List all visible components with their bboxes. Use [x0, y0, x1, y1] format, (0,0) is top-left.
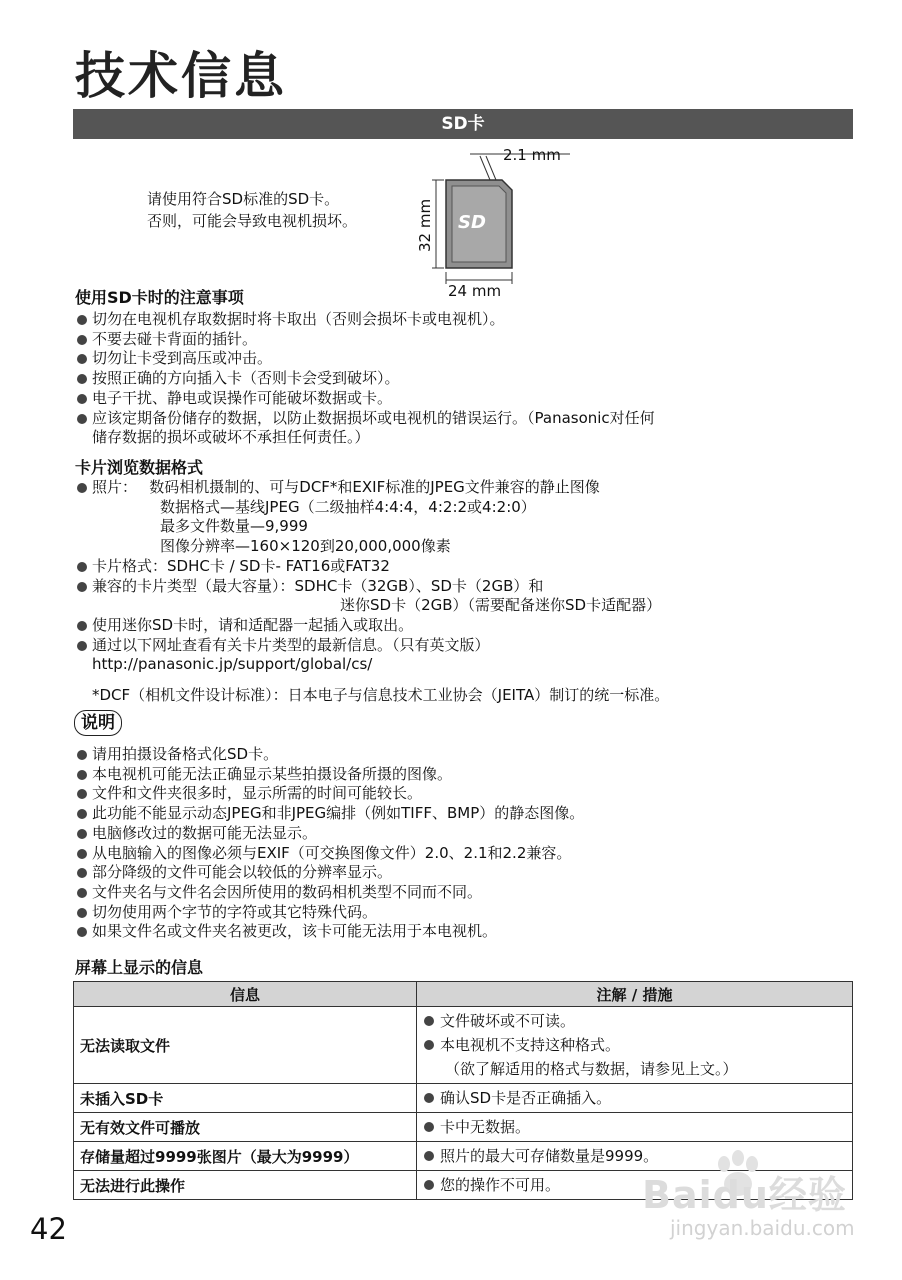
- photo-line-2: 数据格式—基线JPEG（二级抽样4:4:4，4:2:2或4:2:0）: [160, 497, 536, 516]
- format-list: [75, 478, 835, 675]
- sd-logo-icon: SD: [458, 212, 486, 233]
- sd-height-label: 32 mm: [416, 198, 434, 252]
- column-header-remedy: 注解 / 措施: [417, 982, 853, 1007]
- remedy-line: 确认SD卡是否正确插入。: [423, 1086, 846, 1110]
- info-cell: 无法进行此操作: [74, 1171, 417, 1200]
- list-item-text: 应该定期备份储存的数据，以防止数据损坏或电视机的错误运行。（Panasonic对任何: [92, 408, 655, 427]
- table-header-row: [74, 982, 853, 1007]
- remedy-line: 文件破坏或不可读。: [423, 1009, 846, 1033]
- dcf-footnote: *DCF（相机文件设计标准）：日本电子与信息技术工业协会（JEITA）制订的统一标准。: [92, 686, 670, 704]
- list-item: 此功能不能显示动态JPEG和非JPEG编排（例如TIFF、BMP）的静态图像。: [75, 804, 835, 824]
- list-item: 使用迷你SD卡时，请和适配器一起插入或取出。: [75, 616, 835, 636]
- remedy-cell: [417, 1084, 853, 1113]
- support-url-link[interactable]: http://panasonic.jp/support/global/cs/: [92, 655, 373, 674]
- list-item: [75, 478, 835, 557]
- list-item: 切勿让卡受到高压或冲击。: [75, 349, 835, 369]
- sd-card-diagram: [410, 140, 580, 305]
- info-cell: 无有效文件可播放: [74, 1113, 417, 1142]
- column-header-info: 信息: [74, 982, 417, 1007]
- notes-label: 说明: [74, 710, 122, 736]
- list-item: 不要去碰卡背面的插针。: [75, 330, 835, 350]
- baidu-watermark: [640, 1158, 880, 1248]
- precautions-heading: 使用SD卡时的注意事项: [75, 288, 244, 307]
- info-cell: 存储量超过9999张图片（最大为9999）: [74, 1142, 417, 1171]
- list-item: [75, 409, 835, 448]
- info-cell: 无法读取文件: [74, 1007, 417, 1084]
- photo-line-3: 最多文件数量—9,999: [160, 517, 308, 536]
- list-item: 文件夹名与文件名会因所使用的数码相机类型不同而不同。: [75, 883, 835, 903]
- sd-note-line-1: 请使用符合SD标准的SD卡。: [147, 190, 340, 208]
- sd-card-note: [147, 188, 357, 232]
- compat-line-2: 迷你SD卡（2GB）（需要配备迷你SD卡适配器）: [340, 596, 662, 615]
- page-title: 技术信息: [75, 47, 287, 105]
- list-item: 部分降级的文件可能会以较低的分辨率显示。: [75, 863, 835, 883]
- list-item: 本电视机可能无法正确显示某些拍摄设备所摄的图像。: [75, 765, 835, 785]
- list-item: 卡片格式：SDHC卡 / SD卡- FAT16或FAT32: [75, 557, 835, 577]
- list-item: 切勿使用两个字节的字符或其它特殊代码。: [75, 903, 835, 923]
- list-item: [75, 636, 835, 675]
- remedy-line: 卡中无数据。: [423, 1115, 846, 1139]
- table-row: [74, 1084, 853, 1113]
- list-item: 如果文件名或文件夹名被更改，该卡可能无法用于本电视机。: [75, 922, 835, 942]
- url-line: 通过以下网址查看有关卡片类型的最新信息。（只有英文版）: [92, 635, 490, 654]
- notes-list: [75, 745, 835, 942]
- sd-width-label: 24 mm: [448, 282, 502, 300]
- remedy-cell: [417, 1007, 853, 1084]
- remedy-cell: [417, 1113, 853, 1142]
- remedy-line: 您的操作不可用。: [423, 1173, 846, 1197]
- list-item: 文件和文件夹很多时，显示所需的时间可能较长。: [75, 784, 835, 804]
- format-heading: 卡片浏览数据格式: [75, 458, 204, 477]
- photo-line-4: 图像分辨率—160×120到20,000,000像素: [160, 537, 451, 556]
- watermark-main-text: Baidu经验: [642, 1173, 847, 1217]
- list-item: 从电脑输入的图像必须与EXIF（可交换图像文件）2.0、2.1和2.2兼容。: [75, 844, 835, 864]
- watermark-sub-text: jingyan.baidu.com: [670, 1216, 855, 1240]
- remedy-line: 照片的最大可存储数量是9999。: [423, 1144, 846, 1168]
- photo-line-1: 照片： 数码相机摄制的、可与DCF*和EXIF标准的JPEG文件兼容的静止图像: [92, 478, 600, 496]
- list-item: 电子干扰、静电或误操作可能破坏数据或卡。: [75, 389, 835, 409]
- table-row: [74, 1007, 853, 1084]
- list-item-continuation: 储存数据的损坏或破坏不承担任何责任。）: [92, 428, 370, 447]
- list-item: 切勿在电视机存取数据时将卡取出（否则会损坏卡或电视机）。: [75, 310, 835, 330]
- list-item: 按照正确的方向插入卡（否则卡会受到破坏）。: [75, 369, 835, 389]
- info-cell: 未插入SD卡: [74, 1084, 417, 1113]
- list-item: [75, 577, 835, 616]
- list-item: 请用拍摄设备格式化SD卡。: [75, 745, 835, 765]
- precautions-list: [75, 310, 835, 448]
- remedy-line: （欲了解适用的格式与数据，请参见上文。）: [445, 1060, 738, 1078]
- compat-line-1: 兼容的卡片类型（最大容量）：SDHC卡（32GB）、SD卡（2GB）和: [92, 576, 544, 595]
- page-number: 42: [30, 1212, 67, 1246]
- sd-thickness-label: 2.1 mm: [503, 146, 561, 164]
- section-header-sd-card: SD卡: [73, 109, 853, 139]
- table-row: [74, 1113, 853, 1142]
- list-item: 电脑修改过的数据可能无法显示。: [75, 824, 835, 844]
- sd-note-line-2: 否则，可能会导致电视机损坏。: [147, 212, 358, 230]
- screen-info-heading: 屏幕上显示的信息: [75, 958, 204, 977]
- remedy-line: 本电视机不支持这种格式。: [423, 1033, 846, 1057]
